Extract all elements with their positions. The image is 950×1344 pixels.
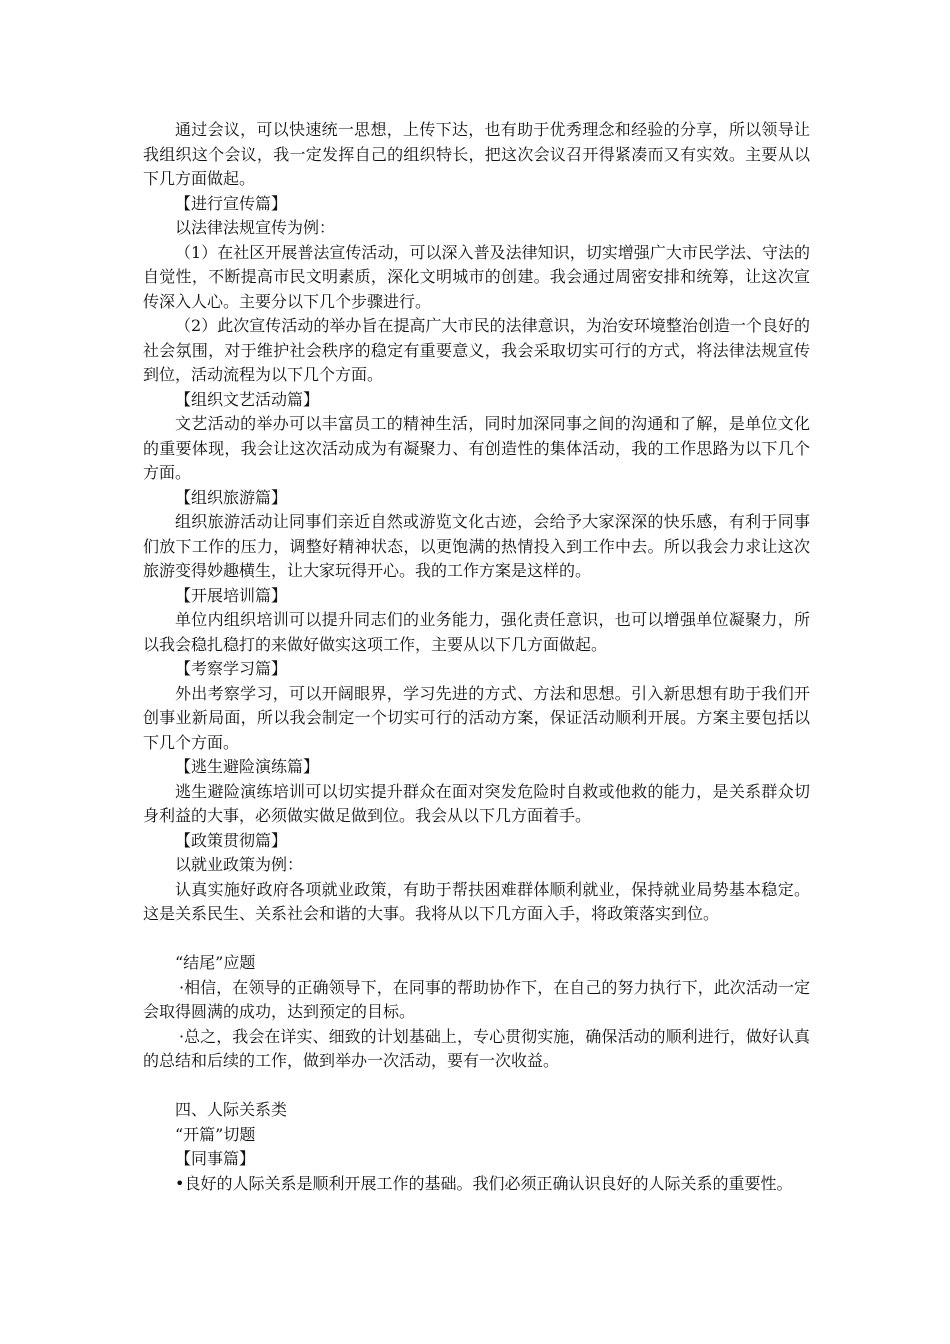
section-heading: 【开展培训篇】 — [175, 585, 288, 605]
section-heading: “结尾”应题 — [175, 953, 256, 972]
paragraph: 以法律法规宣传为例： — [175, 218, 336, 237]
paragraph: •良好的人际关系是顺利开展工作的基础。我们必须正确认识良好的人际关系的重要性。 — [175, 1173, 793, 1193]
section-heading: 【考察学习篇】 — [175, 659, 288, 678]
section-heading: 【进行宣传篇】 — [175, 193, 288, 213]
paragraph: 单位内组织培训可以提升同志们的业务能力，强化责任意识，也可以增强单位凝聚力，所以我会稳扎稳打的来做好做实这项工作，主要从以下几方面做起。 — [143, 610, 810, 654]
document-body — [143, 118, 810, 1196]
paragraph: （1）在社区开展普法宣传活动，可以深入普及法律知识，切实增强广大市民学法、守法的自觉性，不断提高市民文明素质，深化文明城市的创建。我会通过周密安排和统筹，让这次宣传深入人心。主要分以下几个步骤进行。 — [143, 242, 810, 311]
paragraph: ·相信，在领导的正确领导下，在同事的帮助协作下，在自己的努力执行下，此次活动一定会取得圆满的成功，达到预定的目标。 — [143, 977, 810, 1021]
paragraph: 认真实施好政府各项就业政策，有助于帮扶困难群体顺利就业，保持就业局势基本稳定。这是关系民生、关系社会和谐的大事。我将从以下几方面入手，将政策落实到位。 — [143, 879, 810, 923]
paragraph: 通过会议，可以快速统一思想，上传下达，也有助于优秀理念和经验的分享，所以领导让我组织这个会议，我一定发挥自己的组织特长，把这次会议召开得紧凑而又有实效。主要从以下几方面做起。 — [143, 120, 810, 188]
paragraph: （2）此次宣传活动的举办旨在提高广大市民的法律意识，为治安环境整治创造一个良好的社会氛围，对于维护社会秩序的稳定有重要意义，我会采取切实可行的方式，将法律法规宣传到位，活动流程为以下几个方面。 — [143, 316, 810, 384]
section-heading: 【组织旅游篇】 — [175, 487, 288, 507]
paragraph-spacer — [143, 927, 810, 952]
paragraph: 以就业政策为例： — [175, 855, 304, 874]
paragraph: ·总之，我会在详实、细致的计划基础上，专心贯彻实施，确保活动的顺利进行，做好认真的总结和后续的工作，做到举办一次活动，要有一次收益。 — [143, 1026, 810, 1070]
section-heading: 【同事篇】 — [175, 1149, 256, 1168]
paragraph: 逃生避险演练培训可以切实提升群众在面对突发危险时自救或他救的能力，是关系群众切身利益的大事，必须做实做足做到位。我会从以下几方面着手。 — [143, 781, 810, 825]
section-heading: 【组织文艺活动篇】 — [175, 389, 320, 409]
paragraph: 组织旅游活动让同事们亲近自然或游览文化古迹，会给予大家深深的快乐感，有利于同事们放下工作的压力，调整好精神状态，以更饱满的热情投入到工作中去。所以我会力求让这次旅游变得妙趣横生，让大家玩得开心。我的工作方案是这样的。 — [143, 512, 810, 580]
paragraph: 外出考察学习，可以开阔眼界，学习先进的方式、方法和思想。引入新思想有助于我们开创事业新局面，所以我会制定一个切实可行的活动方案，保证活动顺利开展。方案主要包括以下几个方面。 — [143, 683, 810, 752]
section-heading: 【逃生避险演练篇】 — [175, 757, 320, 776]
section-heading: 【政策贯彻篇】 — [175, 830, 288, 850]
paragraph-spacer — [143, 1074, 810, 1099]
section-heading: 四、人际关系类 — [175, 1100, 288, 1119]
section-heading: “开篇”切题 — [175, 1124, 256, 1144]
paragraph: 文艺活动的举办可以丰富员工的精神生活，同时加深同事之间的沟通和了解，是单位文化的重要体现，我会让这次活动成为有凝聚力、有创造性的集体活动，我的工作思路为以下几个方面。 — [143, 414, 810, 482]
